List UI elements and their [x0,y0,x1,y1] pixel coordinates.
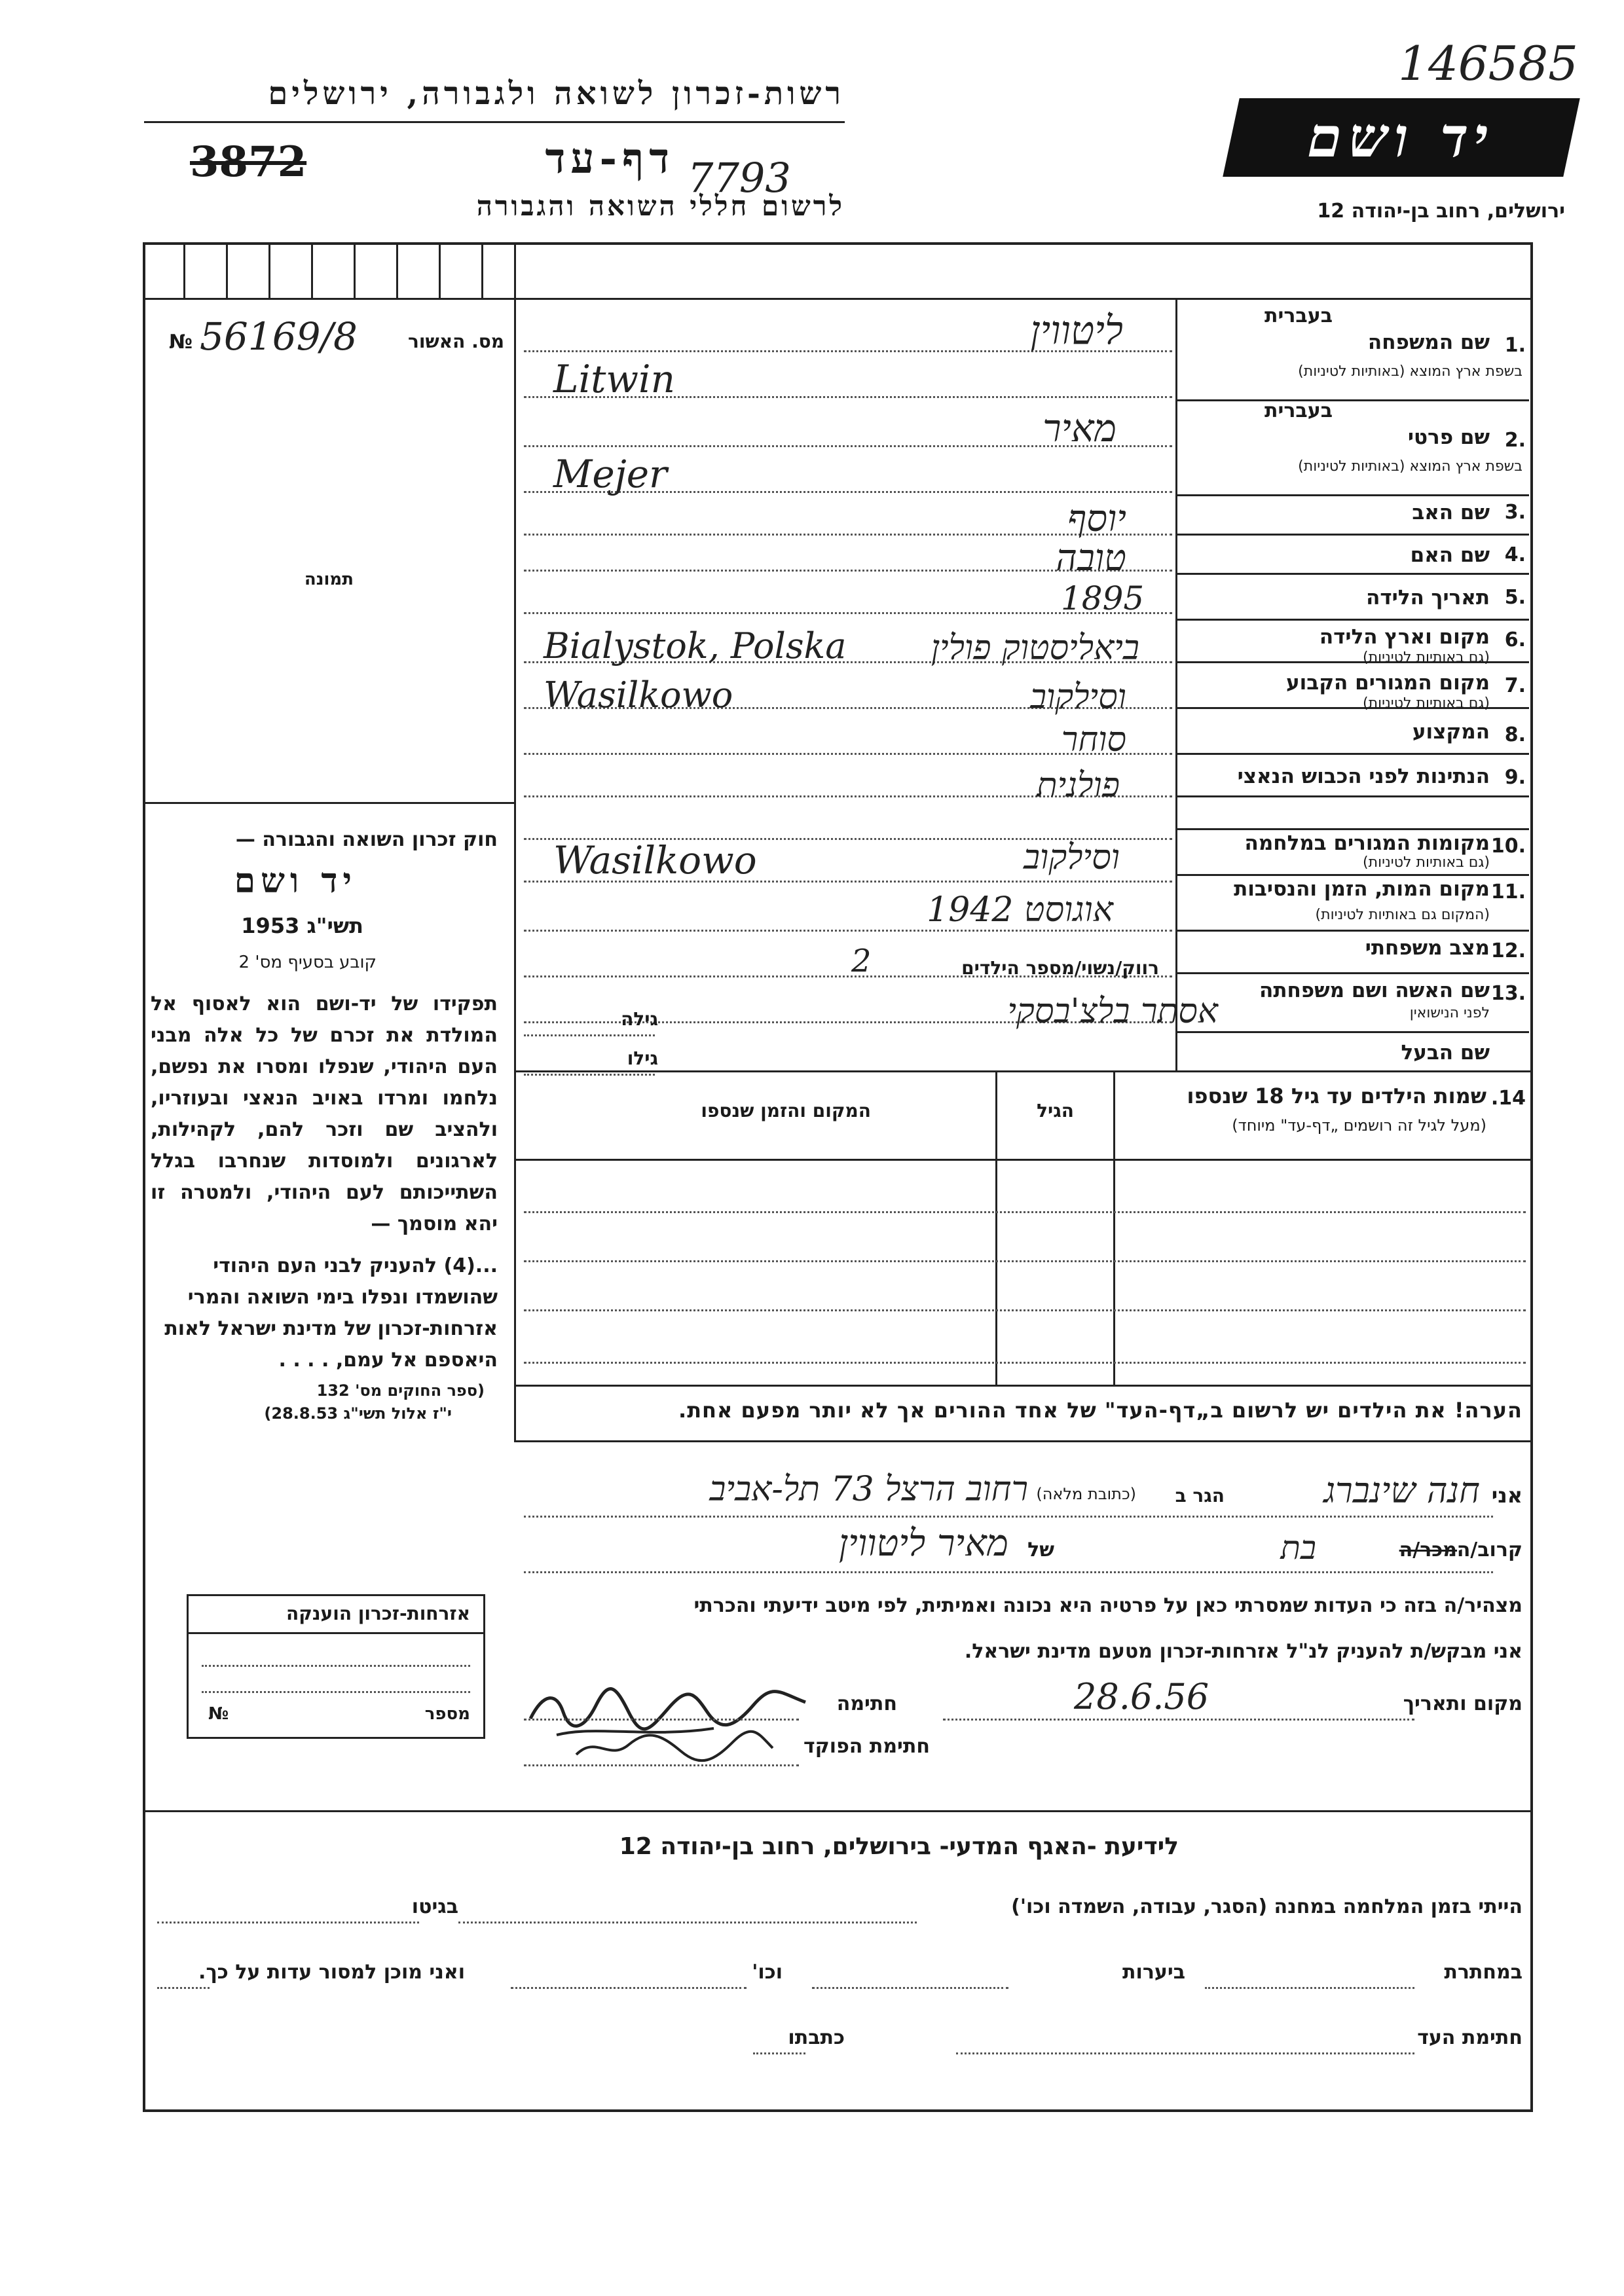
info-section-title: לידיעת -האגף המדעי- בירושלים, רחוב בן-יהודה 12 [619,1833,1179,1860]
info-underground-label: במחתרת [1444,1961,1522,1984]
field-2-hebrew-value: מאיר [1043,406,1116,450]
field-8-value: סוחר [1061,720,1126,759]
certificate-number: 56169/8 [200,314,358,359]
declaration-relation-name: מאיר ליטווין [838,1522,1008,1565]
certificate-prefix: № [169,331,193,354]
field-7-sub: (גם באותיות לטיניות) [1363,695,1490,712]
info-ghetto-label: בגיטו [411,1895,458,1918]
declaration-address: רחוב הרצל 73 תל-אביב [709,1470,1028,1509]
field-6-value: ביאליסטוק פולין [931,629,1139,668]
signature-label: חתימה [836,1692,897,1715]
field-7-latin-value: Wasilkowo [544,674,733,716]
field-10-value: וסילקוב [1023,838,1120,877]
declaration-acquaintance-struck: מכר/ה [1399,1539,1457,1561]
field-7-value: וסילקוב [1029,678,1126,717]
law-year: תשי"ג 1953 [241,913,363,938]
declaration-request: אני מבקש/ת להעניק לנ"ל אזרחות-זכרון מטעם מדינת ישראל. [964,1640,1522,1663]
info-forests-label: ביערות [1122,1961,1185,1984]
authority-underline [144,121,845,123]
photo-box-bottom [143,802,514,804]
field-4-number: 4. [1504,543,1526,566]
field-13-number: 13. [1490,982,1526,1005]
field-6-latin-value: Bialystok, Polska [544,625,847,666]
field-7-label: מקום המגורים הקבוע [1286,671,1490,695]
field-13-sub: לפני הנישואין [1409,1005,1490,1021]
field-13-value: אסתר בלצ'בסקי [1007,992,1218,1031]
field-12-label: מצב משפחתי [1365,936,1490,960]
declaration-relation-label: קרוב/ה [1456,1539,1522,1561]
field-5-value: 1895 [1061,579,1145,617]
sheet-title: דף-עד [545,134,674,183]
authority-title: רשות-זכרון לשואה ולגבורה, ירושלים [268,75,845,112]
law-clause: קובע בסעיף מס' 2 [238,953,377,972]
declaration-name: חנה שינברג [1323,1470,1480,1511]
law-text-2: ...(4) להעניק לבני העם היהודי שהושמדו ונפלו בימי השואה והמרי אזרחות-זכרון של מדינת ישראל לאות היאספם אל עמם, . . . . [164,1254,498,1372]
declaration-statement: מצהיר/ה בזה כי העדות שמסרתי כאן על פרטיה היא נכונה ואמיתית, לפי מיטב ידיעתי והכרתי [693,1594,1522,1617]
field-10-number: 10. [1490,835,1526,858]
field-12-number: 12. [1490,939,1526,962]
field-12-value: 2 [851,943,872,979]
field-1-label: שם המשפחה [1367,331,1490,354]
officer-signature [570,1722,779,1774]
top-strip-bottom [143,298,1530,300]
field-7-number: 7. [1504,674,1526,697]
law-heading: חוק זכרון השואה והגבורה — [235,828,498,851]
field-5-number: 5. [1504,586,1526,609]
field-2-number: 2. [1504,429,1526,452]
citizenship-box [187,1594,485,1739]
field-2-latin-value: Mejer [553,452,667,496]
declaration-relation-value: בת [1280,1529,1316,1567]
place-date-value: 28.6.56 [1074,1676,1209,1717]
field-12-value-label: רווק/נשוי/מספר הילדים [961,957,1159,979]
yad-vashem-logo: יד ושם [1223,98,1580,177]
husband-name-label: שם הבעל [1401,1041,1490,1065]
field-2-label: שם פרטי [1407,426,1490,449]
children-col-age: הגיל [1037,1100,1074,1121]
field-3-value: יוסף [1067,498,1126,540]
declaration-line1-label: אני [1491,1483,1522,1508]
declaration-lives-in: הגר ב [1175,1485,1225,1506]
children-table-subtitle: (מעל לגיל זה רושמים „דף-עד" מיוחד) [1232,1116,1486,1135]
field-13-age-label-1: גילה [621,1008,658,1030]
citizenship-number-prefix: № [208,1704,229,1724]
field-6-label: מקום וארץ הלידה [1319,625,1490,649]
field-6-number: 6. [1504,629,1526,651]
declaration-full-address-label: (כתובת מלאה) [1036,1485,1136,1503]
field-11-label: מקום המות, הזמן והנסיבות [1234,877,1490,901]
field-11-value: אוגוסט 1942 [927,890,1113,930]
field-3-label: שם האב [1412,501,1490,524]
info-etc-label: וכו' [752,1961,783,1984]
archive-stamp-number: 146585 [1398,36,1578,91]
law-text: תפקידו של יד-ושם הוא לאסוף אל המולדת את זכרם של כל אלה מבני העם היהודי, שנפלו ומסרו את נפשם, נלחמו ומרדו באויב הנאצי ובעוזריו, ולהציב שם וזכר להם, לקהילות, לארגונים ולמוסדות שנחרבו בגלל השתייכותם לעם היהודי, ולמטרה זו יהא מוסמך — [151,993,498,1235]
field-2-lang: בעברית [1264,399,1333,422]
children-table-number: 14. [1490,1087,1526,1110]
field-6-sub: (גם באותיות לטיניות) [1363,649,1490,666]
field-1-hebrew-value: ליטווין [1030,308,1123,354]
field-11-sub: (המקום גם באותיות לטיניות) [1315,907,1490,923]
citizenship-number-label: מספר [424,1704,470,1724]
field-8-label: המקצוע [1412,720,1490,744]
header-address: ירושלים, רחוב בן-יהודה 12 [1317,200,1565,223]
field-9-number: 9. [1504,766,1526,789]
declaration-of: של [1027,1539,1054,1561]
field-1-number: 1. [1504,334,1526,357]
field-1-latin-value: Litwin [553,357,675,401]
field-9-value: פולנית [1036,766,1120,805]
field-1-sub: בשפת ארץ המוצא (באותיות לטיניות) [1298,363,1522,380]
photo-label: תמונה [304,570,354,589]
info-camp-label: הייתי בזמן המלחמה במחנה (הסגר, עבודה, השמדה וכו') [1011,1895,1522,1918]
left-column-divider [514,242,516,1440]
field-13-label: שם האשה ושם משפחתה [1259,979,1490,1002]
field-2-sub: בשפת ארץ המוצא (באותיות לטיניות) [1298,458,1522,475]
field-3-number: 3. [1504,501,1526,524]
label-column-divider [1175,298,1177,1070]
field-8-number: 8. [1504,723,1526,746]
citizenship-box-title: אזרחות-זכרון הוענקה [286,1603,470,1624]
field-13-age-label-2: גילו [627,1048,658,1069]
field-10-latin-value: Wasilkowo [553,838,757,883]
law-name: יד ושם [234,861,357,901]
info-witness-signature-label: חתימת העד [1417,2026,1522,2049]
certificate-label: מס. האשור [408,331,504,352]
officer-signature-label: חתימת הפוקד [803,1735,930,1758]
info-willing-text: ואני מוכן למסור עדות על כך. [198,1961,465,1984]
info-address-label: כתבתו [788,2026,845,2049]
field-11-number: 11. [1490,881,1526,903]
field-4-value: טובה [1056,537,1126,579]
sheet-number-struck: 3872 [190,137,307,187]
place-date-label: מקום ותאריך [1403,1692,1522,1715]
children-note: הערה! את הילדים יש לרשום ב„דף-העד" של אחד ההורים אך לא יותר מפעם אחת. [678,1398,1522,1423]
sheet-subtitle: לרשום חללי השואה והגבורה [476,190,845,222]
field-4-label: שם האם [1410,543,1490,567]
law-source: (ספר החוקים מס' 132 [316,1381,485,1400]
field-9-label: הנתינות לפני הכבוש הנאצי [1237,765,1490,788]
children-table-title: שמות הילדים עד גיל 18 שנספו [1187,1084,1486,1108]
handwritten-sheet-number: 7793 [688,154,791,202]
children-col-place: המקום והזמן שנספו [701,1100,871,1121]
field-10-sub: (גם באותיות לטיניות) [1363,854,1490,871]
field-10-label: מקומות המגורים במלחמה [1244,831,1490,855]
field-1-lang: בעברית [1264,304,1333,327]
law-source-date: י"ז אלול תשי"ג 28.8.53) [264,1404,452,1423]
field-5-label: תאריך הלידה [1366,586,1490,610]
